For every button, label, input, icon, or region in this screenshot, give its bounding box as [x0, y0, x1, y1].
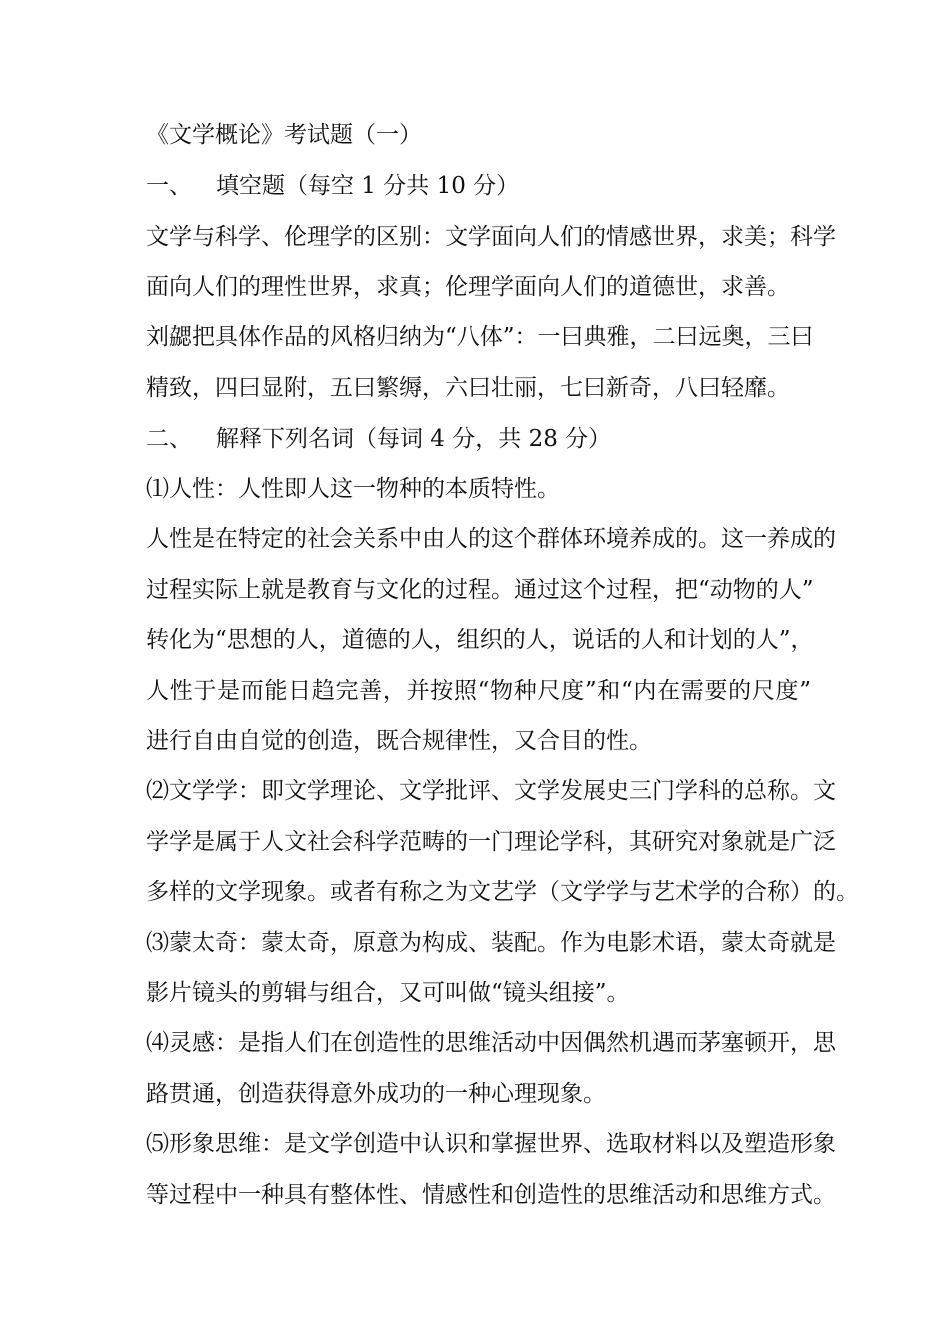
section-1-number: 一、 [146, 173, 192, 199]
paragraph-line: 人性于是而能日趋完善，并按照“物种尺度”和“内在需要的尺度” [146, 678, 811, 704]
paragraph-line: 过程实际上就是教育与文化的过程。通过这个过程，把“动物的人” [146, 577, 814, 603]
paragraph-line: 学学是属于人文社会科学范畴的一门理论学科，其研究对象就是广泛 [146, 829, 836, 855]
term-line: ⑶蒙太奇：蒙太奇，原意为构成、装配。作为电影术语，蒙太奇就是 [146, 930, 836, 956]
paragraph-line: 路贯通，创造获得意外成功的一种心理现象。 [146, 1081, 606, 1107]
section-2-heading [146, 424, 811, 454]
paragraph-line: 精致，四曰显附，五曰繁缛，六曰壮丽，七曰新奇，八曰轻靡。 [146, 375, 790, 401]
section-2-number: 二、 [146, 426, 192, 452]
term-line: ⑷灵感：是指人们在创造性的思维活动中因偶然机遇而茅塞顿开，思 [146, 1030, 836, 1056]
section-1-heading [146, 171, 811, 201]
paragraph-line: 影片镜头的剪辑与组合，又可叫做“镜头组接”。 [146, 980, 630, 1006]
paragraph-line: 面向人们的理性世界，求真；伦理学面向人们的道德世，求善。 [146, 274, 790, 300]
paragraph-line: 多样的文学现象。或者有称之为文艺学（文学学与艺术学的合称）的。 [146, 879, 859, 905]
section-1-title: 填空题（每空 1 分共 10 分） [216, 173, 520, 199]
paragraph-line: 转化为“思想的人，道德的人，组织的人，说话的人和计划的人”， [146, 627, 814, 653]
paragraph-line: 人性是在特定的社会关系中由人的这个群体环境养成的。这一养成的 [146, 526, 836, 552]
paragraph-line: 进行自由自觉的创造，既合规律性，又合目的性。 [146, 728, 652, 754]
paragraph-line: 文学与科学、伦理学的区别：文学面向人们的情感世界，求美；科学 [146, 224, 836, 250]
term-line: ⑴人性：人性即人这一物种的本质特性。 [146, 476, 560, 502]
term-line: ⑸形象思维：是文学创造中认识和掌握世界、选取材料以及塑造形象 [146, 1131, 836, 1157]
paragraph-line: 等过程中一种具有整体性、情感性和创造性的思维活动和思维方式。 [146, 1182, 836, 1208]
paragraph-line: 刘勰把具体作品的风格归纳为“八体”：一曰典雅，二曰远奥，三曰 [146, 324, 814, 350]
page-title: 《文学概论》考试题（一） [146, 122, 422, 148]
term-line: ⑵文学学：即文学理论、文学批评、文学发展史三门学科的总称。文 [146, 778, 836, 804]
section-2-title: 解释下列名词（每词 4 分，共 28 分） [216, 426, 612, 452]
